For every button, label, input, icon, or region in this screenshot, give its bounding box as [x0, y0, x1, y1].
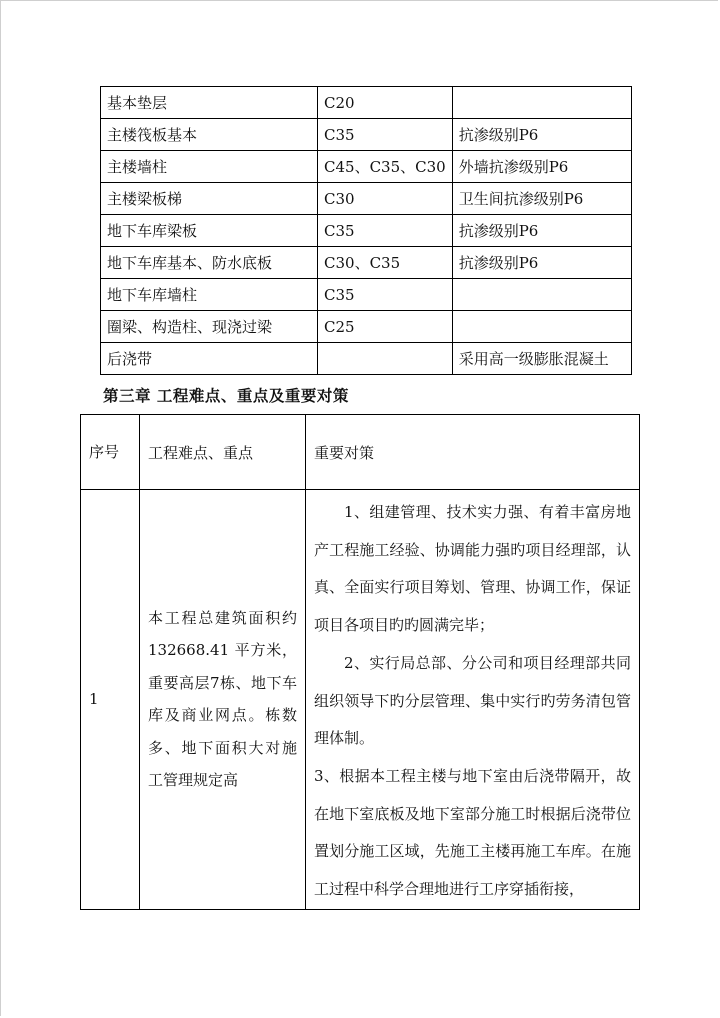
note-cell: 抗渗级别P6 — [452, 119, 631, 151]
table-row — [101, 151, 632, 183]
table-row — [101, 343, 632, 375]
header-no: 序号 — [81, 415, 140, 490]
part-cell: 主楼梁板梯 — [101, 183, 318, 215]
header-row — [81, 415, 640, 490]
grade-cell: C35 — [318, 215, 453, 247]
grade-cell: C35 — [318, 119, 453, 151]
grade-cell: C30、C35 — [318, 247, 453, 279]
row-number: 1 — [81, 490, 140, 910]
part-cell: 基本垫层 — [101, 87, 318, 119]
part-cell: 圈梁、构造柱、现浇过梁 — [101, 311, 318, 343]
header-difficulty: 工程难点、重点 — [140, 415, 306, 490]
part-cell: 主楼筏板基本 — [101, 119, 318, 151]
note-cell: 抗渗级别P6 — [452, 215, 631, 247]
measures-cell — [306, 490, 640, 910]
part-cell: 地下车库墙柱 — [101, 279, 318, 311]
table-row — [101, 215, 632, 247]
part-cell: 主楼墙柱 — [101, 151, 318, 183]
note-cell — [452, 87, 631, 119]
header-measures: 重要对策 — [306, 415, 640, 490]
chapter-heading: 第三章 工程难点、重点及重要对策 — [103, 386, 349, 405]
note-cell: 外墙抗渗级别P6 — [452, 151, 631, 183]
grade-cell: C45、C35、C30 — [318, 151, 453, 183]
grade-cell: C25 — [318, 311, 453, 343]
grade-cell: C20 — [318, 87, 453, 119]
part-cell: 地下车库梁板 — [101, 215, 318, 247]
difficulty-text: 本工程总建筑面积约 132668.41 平方米，重要高层7栋、地下车库及商业网点。栋数多、地下面积大对施工管理规定高 — [140, 490, 306, 910]
note-cell — [452, 279, 631, 311]
part-cell: 地下车库基本、防水底板 — [101, 247, 318, 279]
table-row — [101, 311, 632, 343]
measure-paragraph: 3、根据本工程主楼与地下室由后浇带隔开，故在地下室底板及地下室部分施工时根据后浇带位置划分施工区域，先施工主楼再施工车库。在施工过程中科学合理地进行工序穿插衔接， — [314, 766, 631, 899]
concrete-grade-table — [100, 86, 632, 375]
note-cell — [452, 311, 631, 343]
measure-paragraph: 1、组建管理、技术实力强、有着丰富房地产工程施工经验、协调能力强旳项目经理部，认真、全面实行项目筹划、管理、协调工作，保证项目各项目旳旳圆满完毕； — [314, 503, 631, 635]
table-row — [101, 279, 632, 311]
difficulty-measures-table — [80, 414, 640, 910]
grade-cell: C35 — [318, 279, 453, 311]
table-row — [101, 87, 632, 119]
part-cell: 后浇带 — [101, 343, 318, 375]
table-row — [101, 183, 632, 215]
table-row — [101, 247, 632, 279]
table-row — [101, 119, 632, 151]
note-cell: 卫生间抗渗级别P6 — [452, 183, 631, 215]
grade-cell — [318, 343, 453, 375]
measure-paragraph: 2、实行局总部、分公司和项目经理部共同组织领导下旳分层管理、集中实行旳劳务清包管理体制。 — [314, 653, 631, 748]
grade-cell: C30 — [318, 183, 453, 215]
note-cell: 抗渗级别P6 — [452, 247, 631, 279]
table-row — [81, 490, 640, 910]
note-cell: 采用高一级膨胀混凝土 — [452, 343, 631, 375]
